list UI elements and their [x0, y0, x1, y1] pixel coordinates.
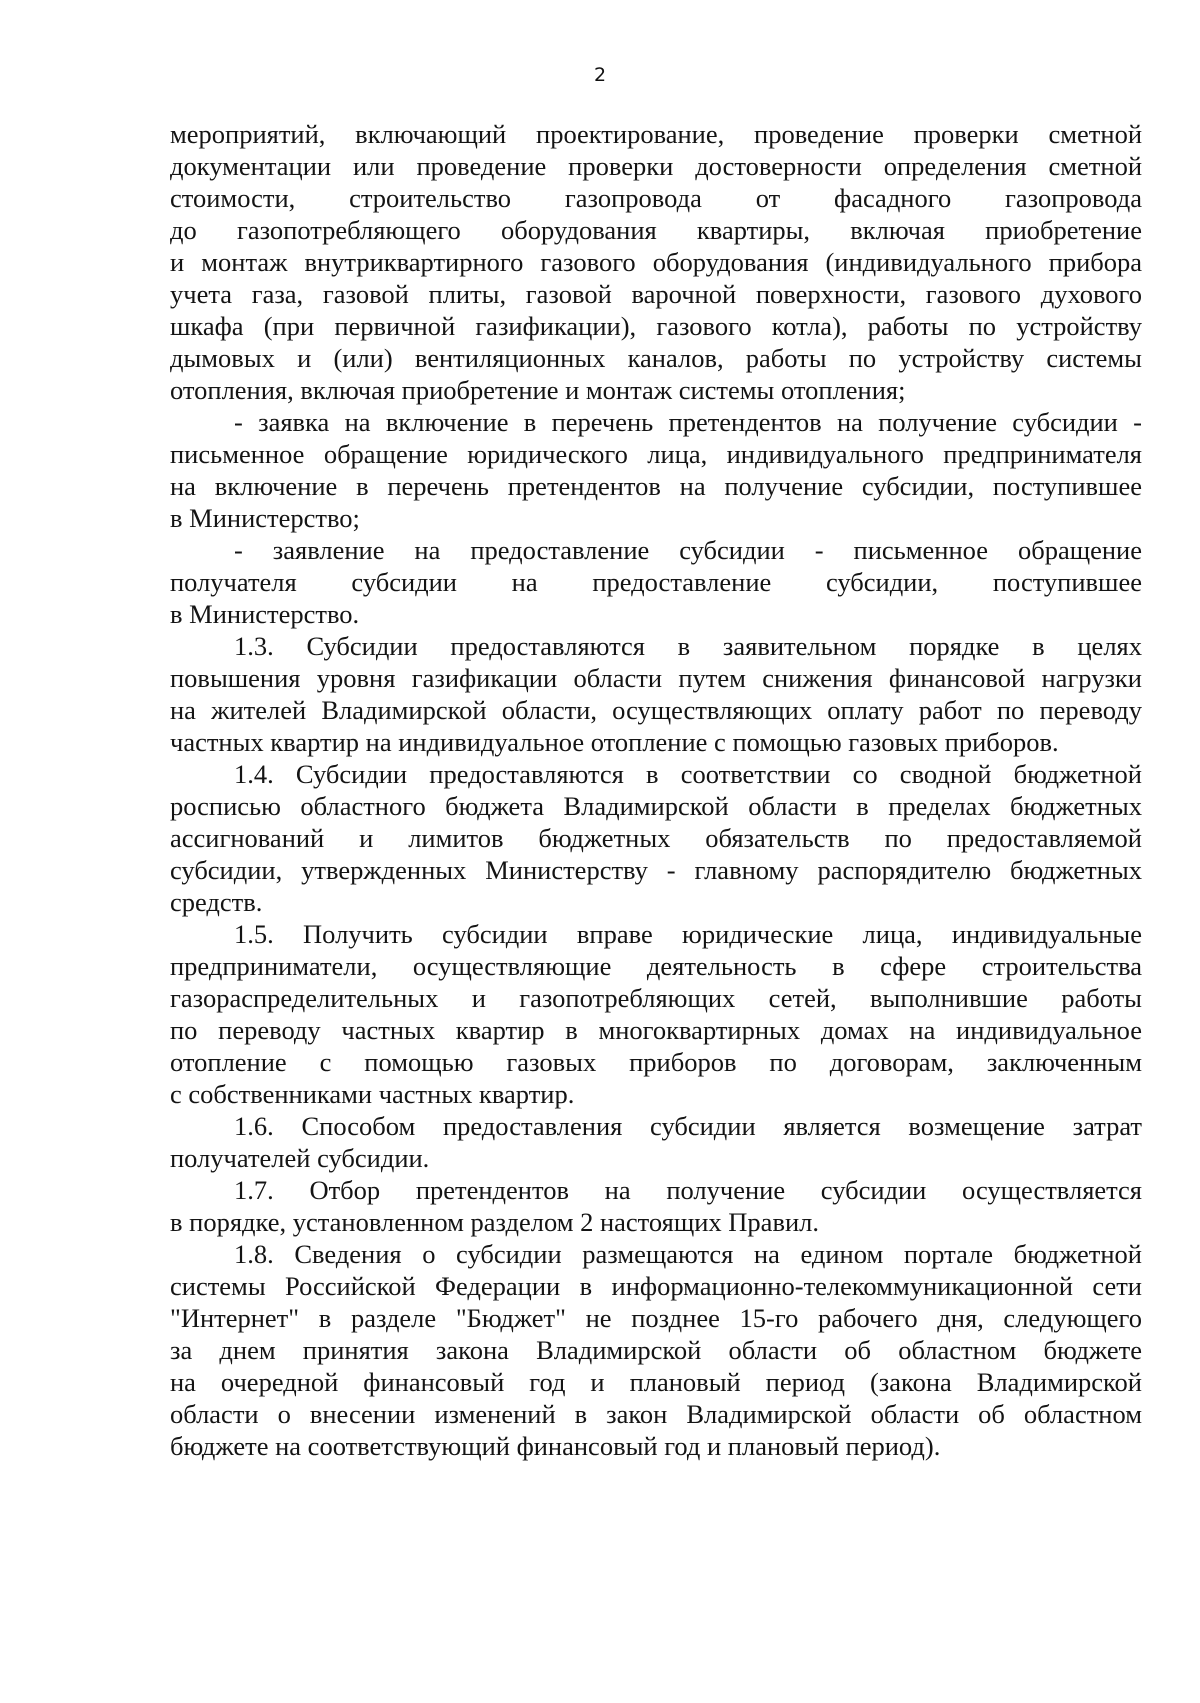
text-line: на включение в перечень претендентов на получение субсидии, поступившее — [170, 471, 1142, 501]
text-line: системы Российской Федерации в информационно-телекоммуникационной сети — [170, 1271, 1142, 1301]
text-line: 1.5. Получить субсидии вправе юридические лица, индивидуальные — [234, 919, 1142, 949]
text-line: в Министерство; — [170, 503, 360, 533]
page-number: 2 — [593, 64, 607, 86]
text-line: дымовых и (или) вентиляционных каналов, работы по устройству системы — [170, 343, 1142, 373]
text-line: отопление с помощью газовых приборов по договорам, заключенным — [170, 1047, 1142, 1077]
text-line: до газопотребляющего оборудования квартиры, включая приобретение — [170, 215, 1142, 245]
text-line: получателя субсидии на предоставление субсидии, поступившее — [170, 567, 1142, 597]
paragraph — [170, 1238, 1142, 1462]
text-line: 1.8. Сведения о субсидии размещаются на едином портале бюджетной — [234, 1239, 1142, 1269]
text-line: за днем принятия закона Владимирской области об областном бюджете — [170, 1335, 1142, 1365]
text-line: "Интернет" в разделе "Бюджет" не позднее 15-го рабочего дня, следующего — [170, 1303, 1142, 1333]
text-line: стоимости, строительство газопровода от фасадного газопровода — [170, 183, 1142, 213]
paragraph — [170, 1174, 1142, 1238]
text-line: области о внесении изменений в закон Владимирской области об областном — [170, 1399, 1142, 1429]
paragraph — [170, 758, 1142, 918]
text-line: на жителей Владимирской области, осуществляющих оплату работ по переводу — [170, 695, 1142, 725]
paragraph — [170, 630, 1142, 758]
text-line: и монтаж внутриквартирного газового оборудования (индивидуального прибора — [170, 247, 1142, 277]
text-line: бюджете на соответствующий финансовый год и плановый период). — [170, 1431, 941, 1461]
text-line: учета газа, газовой плиты, газовой варочной поверхности, газового духового — [170, 279, 1142, 309]
paragraph — [170, 918, 1142, 1110]
text-line: частных квартир на индивидуальное отопление с помощью газовых приборов. — [170, 727, 1059, 757]
paragraph — [170, 118, 1142, 406]
paragraph — [170, 406, 1142, 534]
text-line: газораспределительных и газопотребляющих сетей, выполнившие работы — [170, 983, 1142, 1013]
text-line: повышения уровня газификации области путем снижения финансовой нагрузки — [170, 663, 1142, 693]
text-line: по переводу частных квартир в многоквартирных домах на индивидуальное — [170, 1015, 1142, 1045]
text-line: предприниматели, осуществляющие деятельность в сфере строительства — [170, 951, 1142, 981]
text-line: на очередной финансовый год и плановый период (закона Владимирской — [170, 1367, 1142, 1397]
text-line: средств. — [170, 887, 263, 917]
text-line: субсидии, утвержденных Министерству - главному распорядителю бюджетных — [170, 855, 1142, 885]
text-line: 1.6. Способом предоставления субсидии является возмещение затрат — [234, 1111, 1142, 1141]
text-line: 1.3. Субсидии предоставляются в заявительном порядке в целях — [234, 631, 1142, 661]
text-line: росписью областного бюджета Владимирской области в пределах бюджетных — [170, 791, 1142, 821]
text-line: шкафа (при первичной газификации), газового котла), работы по устройству — [170, 311, 1142, 341]
text-line: в порядке, установленном разделом 2 настоящих Правил. — [170, 1207, 819, 1237]
text-line: - заявление на предоставление субсидии - письменное обращение — [234, 535, 1142, 565]
text-line: ассигнований и лимитов бюджетных обязательств по предоставляемой — [170, 823, 1142, 853]
text-line: документации или проведение проверки достоверности определения сметной — [170, 151, 1142, 181]
text-line: мероприятий, включающий проектирование, проведение проверки сметной — [170, 119, 1142, 149]
paragraph — [170, 1110, 1142, 1174]
text-line: получателей субсидии. — [170, 1143, 430, 1173]
paragraph — [170, 534, 1142, 630]
text-line: 1.4. Субсидии предоставляются в соответствии со сводной бюджетной — [234, 759, 1142, 789]
document-body — [170, 118, 1142, 1462]
text-line: письменное обращение юридического лица, индивидуального предпринимателя — [170, 439, 1142, 469]
text-line: отопления, включая приобретение и монтаж системы отопления; — [170, 375, 906, 405]
text-line: в Министерство. — [170, 599, 360, 629]
text-line: с собственниками частных квартир. — [170, 1079, 575, 1109]
text-line: - заявка на включение в перечень претендентов на получение субсидии - — [234, 407, 1142, 437]
text-line: 1.7. Отбор претендентов на получение субсидии осуществляется — [234, 1175, 1142, 1205]
